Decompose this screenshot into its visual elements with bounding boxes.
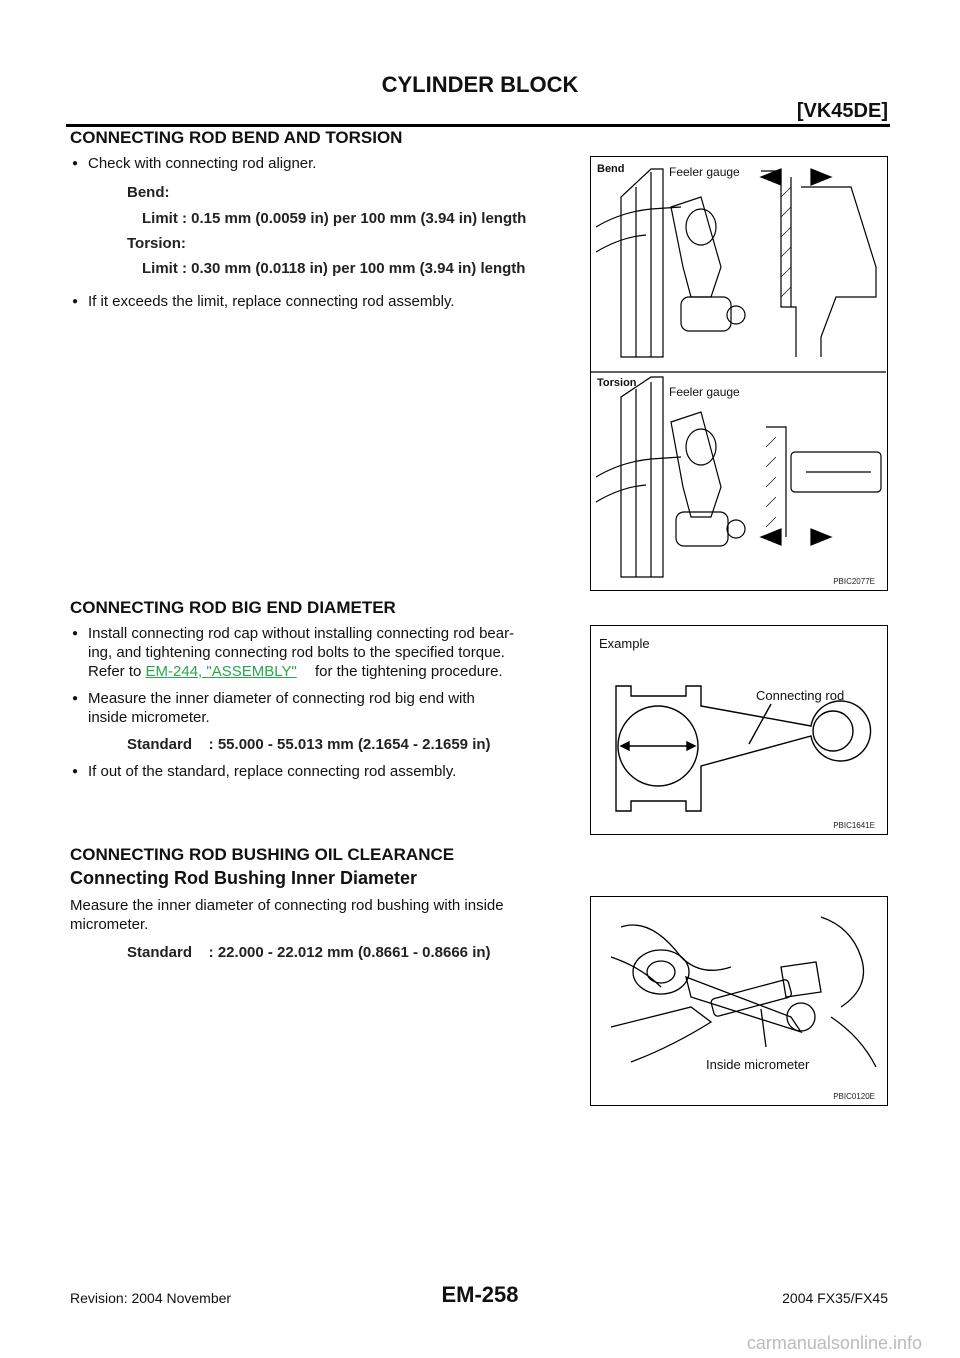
page-title: CYLINDER BLOCK: [381, 72, 579, 97]
figure-big-end: [590, 625, 888, 835]
section-heading-big-end: CONNECTING ROD BIG END DIAMETER: [70, 598, 396, 617]
assembly-link[interactable]: EM-244, "ASSEMBLY": [145, 663, 297, 680]
revision-text: Revision: 2004 November: [70, 1290, 232, 1306]
bullet-install-cap-line1: ● Install connecting rod cap without installing connecting rod bear-: [88, 624, 514, 643]
figure-bend-torsion: [590, 156, 888, 591]
bullet-install-cap-line2: ing, and tightening connecting rod bolts to the specified torque.: [88, 644, 505, 661]
torsion-label: Torsion:: [127, 235, 186, 252]
figure-code: PBIC1641E: [833, 821, 875, 830]
figure-label-torsion: Torsion: [597, 377, 637, 389]
aligner-illustration: [591, 157, 886, 589]
bushing-para-line1: Measure the inner diameter of connecting rod bushing with inside: [70, 897, 504, 914]
bend-label: Bend:: [127, 184, 170, 201]
figure-code: PBIC0120E: [833, 1092, 875, 1101]
bullet-exceeds-limit: ● If it exceeds the limit, replace connecting rod assembly.: [88, 292, 455, 311]
bullet-check-aligner: ● Check with connecting rod aligner.: [88, 154, 316, 173]
bullet-measure-line2: inside micrometer.: [88, 709, 210, 726]
section-heading-bushing: CONNECTING ROD BUSHING OIL CLEARANCE: [70, 845, 455, 864]
big-end-standard: Standard : 55.000 - 55.013 mm (2.1654 - 2.1659 in): [127, 736, 491, 753]
connecting-rod-illustration: [591, 626, 886, 833]
figure-label-connecting-rod: Connecting rod: [756, 688, 845, 703]
bullet-install-cap-line3: [88, 662, 503, 681]
torsion-limit: Limit : 0.30 mm (0.0118 in) per 100 mm (3.94 in) length: [142, 260, 526, 277]
watermark: carmanualsonline.info: [746, 1333, 922, 1353]
figure-label-feeler-gauge-bottom: Feeler gauge: [669, 385, 740, 399]
bushing-standard: Standard : 22.000 - 22.012 mm (0.8661 - 0.8666 in): [127, 944, 491, 961]
figure-code: PBIC2077E: [833, 577, 875, 586]
figure-label-example: Example: [599, 636, 650, 651]
footer-model: 2004 FX35/FX45: [782, 1290, 888, 1306]
refer-text: Refer to: [88, 663, 142, 680]
bullet-out-of-standard: ● If out of the standard, replace connecting rod assembly.: [88, 762, 456, 781]
page-number: EM-258: [441, 1282, 519, 1307]
figure-label-feeler-gauge-top: Feeler gauge: [669, 165, 740, 179]
section-heading-bend-torsion: CONNECTING ROD BEND AND TORSION: [70, 128, 403, 147]
header-rule: [66, 124, 890, 127]
bend-limit: Limit : 0.15 mm (0.0059 in) per 100 mm (3.94 in) length: [142, 210, 527, 227]
engine-code: [VK45DE]: [796, 100, 888, 122]
bushing-para-line2: micrometer.: [70, 916, 149, 933]
figure-label-bend: Bend: [597, 163, 625, 175]
refer-tail: for the tightening procedure.: [314, 663, 503, 680]
figure-bushing: [590, 896, 888, 1106]
figure-label-inside-micrometer: Inside micrometer: [706, 1057, 810, 1072]
bullet-measure-line1: ● Measure the inner diameter of connecting rod big end with: [88, 689, 475, 708]
subheading-bushing-diameter: Connecting Rod Bushing Inner Diameter: [70, 868, 418, 888]
micrometer-illustration: [591, 897, 886, 1104]
